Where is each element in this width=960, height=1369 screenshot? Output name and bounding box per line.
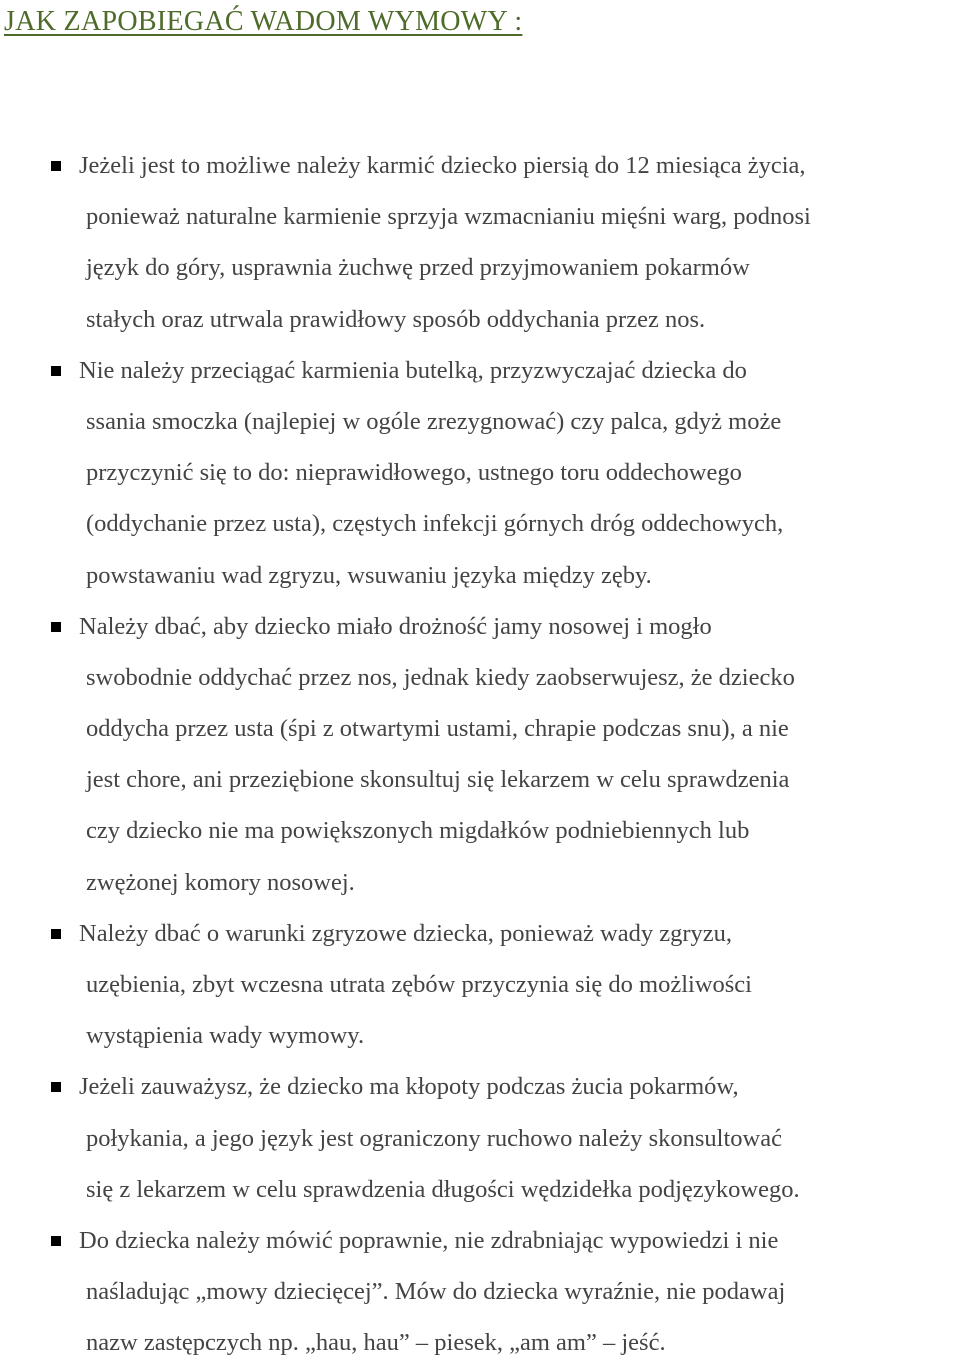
list-item-line: Jeżeli zauważysz, że dziecko ma kłopoty podczas żucia pokarmów, xyxy=(79,1073,739,1101)
list-item-line: zwężonej komory nosowej. xyxy=(86,868,355,896)
list-item-line: się z lekarzem w celu sprawdzenia długości wędzidełka podjęzykowego. xyxy=(86,1175,800,1203)
list-item-line: uzębienia, zbyt wczesna utrata zębów przyczynia się do możliwości xyxy=(86,971,752,998)
list-item-line: połykania, a jego język jest ograniczony ruchowo należy skonsultować xyxy=(86,1124,782,1152)
list-item-line: wystąpienia wady wymowy. xyxy=(86,1022,365,1050)
list-item xyxy=(0,601,960,908)
list-item-line: Jeżeli jest to możliwe należy karmić dziecko piersią do 12 miesiąca życia, xyxy=(79,152,806,179)
list-item-line: naśladując „mowy dziecięcej”. Mów do dziecka wyraźnie, nie podawaj xyxy=(86,1278,786,1306)
list-item xyxy=(0,1215,960,1369)
square-bullet-icon xyxy=(51,622,61,632)
list-item-line: czy dziecko nie ma powiększonych migdałków podniebiennych lub xyxy=(86,817,750,845)
list-item-line: język do góry, usprawnia żuchwę przed przyjmowaniem pokarmów xyxy=(86,254,750,282)
list-item-line: Do dziecka należy mówić poprawnie, nie zdrabniając wypowiedzi i nie xyxy=(79,1226,779,1254)
list-item-line: Nie należy przeciągać karmienia butelką, przyzwyczajać dziecka do xyxy=(79,356,747,384)
bullet-list xyxy=(0,140,960,1369)
square-bullet-icon xyxy=(51,161,61,171)
list-item-line: nazw zastępczych np. „hau, hau” – piesek, „am am” – jeść. xyxy=(86,1329,666,1357)
list-item-line: powstawaniu wad zgryzu, wsuwaniu języka między zęby. xyxy=(86,561,652,589)
list-item-line: Należy dbać o warunki zgryzowe dziecka, ponieważ wady zgryzu, xyxy=(79,919,733,947)
list-item xyxy=(0,345,960,601)
list-item xyxy=(0,140,960,345)
page-title: JAK ZAPOBIEGAĆ WADOM WYMOWY : xyxy=(4,6,523,37)
square-bullet-icon xyxy=(51,366,61,376)
square-bullet-icon xyxy=(51,929,61,939)
square-bullet-icon xyxy=(51,1082,61,1092)
list-item-line: swobodnie oddychać przez nos, jednak kiedy zaobserwujesz, że dziecko xyxy=(86,663,795,691)
list-item-line: Należy dbać, aby dziecko miało drożność jamy nosowej i mogło xyxy=(79,612,712,640)
list-item-line: ssania smoczka (najlepiej w ogóle zrezygnować) czy palca, gdyż może xyxy=(86,407,782,435)
list-item-line: jest chore, ani przeziębione skonsultuj się lekarzem w celu sprawdzenia xyxy=(86,766,790,794)
list-item xyxy=(0,908,960,1062)
list-item xyxy=(0,1061,960,1215)
list-item-line: ponieważ naturalne karmienie sprzyja wzmacnianiu mięśni warg, podnosi xyxy=(86,203,811,231)
list-item-line: (oddychanie przez usta), częstych infekcji górnych dróg oddechowych, xyxy=(86,510,784,538)
list-item-line: oddycha przez usta (śpi z otwartymi ustami, chrapie podczas snu), a nie xyxy=(86,715,789,743)
square-bullet-icon xyxy=(51,1236,61,1246)
list-item-line: stałych oraz utrwala prawidłowy sposób oddychania przez nos. xyxy=(86,305,706,333)
list-item-line: przyczynić się to do: nieprawidłowego, ustnego toru oddechowego xyxy=(86,459,742,487)
